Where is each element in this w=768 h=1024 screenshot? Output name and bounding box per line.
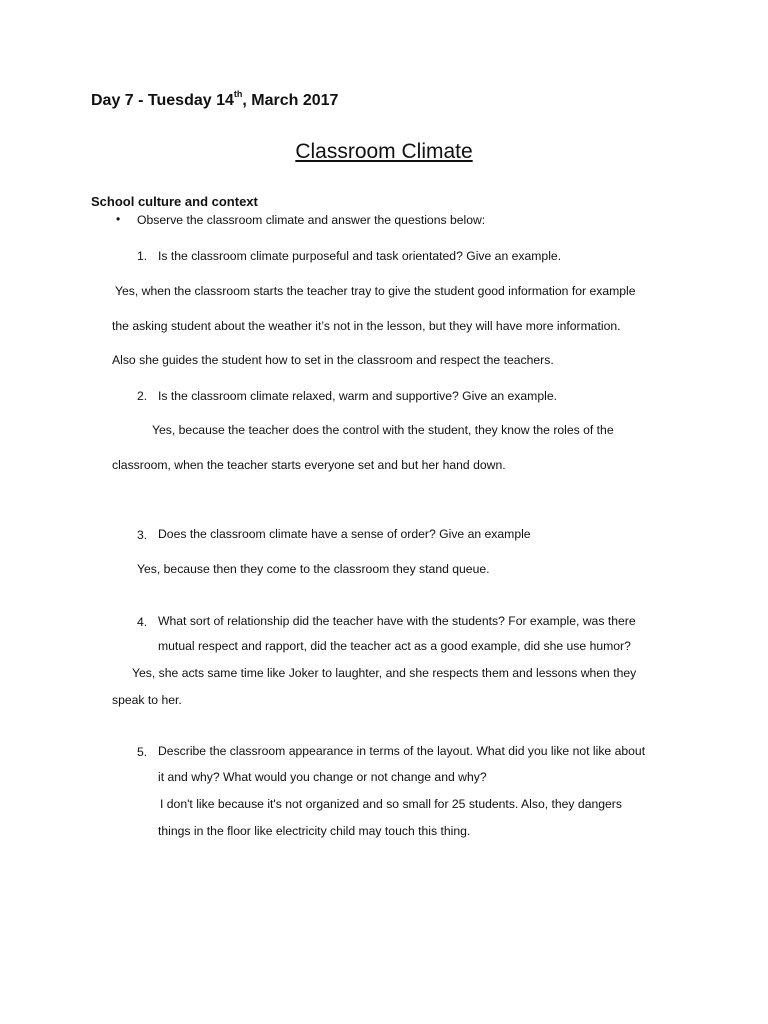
answer-line: Yes, because then they come to the classroom they stand queue. bbox=[137, 562, 490, 576]
section-heading: School culture and context bbox=[91, 194, 258, 209]
answer-line: classroom, when the teacher starts everyone set and but her hand down. bbox=[112, 458, 506, 472]
answer-line: I don't like because it's not organized and so small for 25 students. Also, they dangers bbox=[160, 797, 622, 811]
question-text: Does the classroom climate have a sense of order? Give an example bbox=[158, 527, 531, 541]
question-number: 1. bbox=[137, 249, 148, 263]
question-number: 5. bbox=[137, 745, 148, 759]
answer-line: Yes, because the teacher does the control with the student, they know the roles of the bbox=[152, 423, 614, 437]
answer-line: speak to her. bbox=[112, 693, 182, 707]
day-superscript: th bbox=[233, 89, 243, 99]
day-heading: Day 7 - Tuesday 14th, March 2017 bbox=[91, 89, 339, 109]
question-text: mutual respect and rapport, did the teacher act as a good example, did she use humor? bbox=[158, 639, 631, 653]
question-number: 3. bbox=[137, 528, 148, 542]
page-title: Classroom Climate bbox=[295, 140, 473, 163]
question-number: 4. bbox=[137, 615, 148, 629]
question-number: 2. bbox=[137, 389, 148, 403]
answer-line: Also she guides the student how to set in the classroom and respect the teachers. bbox=[112, 353, 554, 367]
question-text: Is the classroom climate relaxed, warm and supportive? Give an example. bbox=[158, 389, 557, 403]
answer-line: things in the floor like electricity child may touch this thing. bbox=[158, 824, 471, 838]
question-text: it and why? What would you change or not change and why? bbox=[158, 770, 487, 784]
answer-line: Yes, when the classroom starts the teacher tray to give the student good information for example bbox=[115, 284, 636, 298]
bullet-icon: • bbox=[116, 212, 121, 226]
question-text: What sort of relationship did the teacher have with the students? For example, was there bbox=[158, 614, 636, 628]
answer-line: Yes, she acts same time like Joker to laughter, and she respects them and lessons when they bbox=[132, 666, 637, 680]
question-text: Is the classroom climate purposeful and task orientated? Give an example. bbox=[158, 249, 562, 263]
answer-line: the asking student about the weather it’s not in the lesson, but they will have more information. bbox=[112, 319, 621, 333]
question-text: Describe the classroom appearance in terms of the layout. What did you like not like about bbox=[158, 744, 646, 758]
bullet-instruction: Observe the classroom climate and answer the questions below: bbox=[137, 213, 486, 227]
